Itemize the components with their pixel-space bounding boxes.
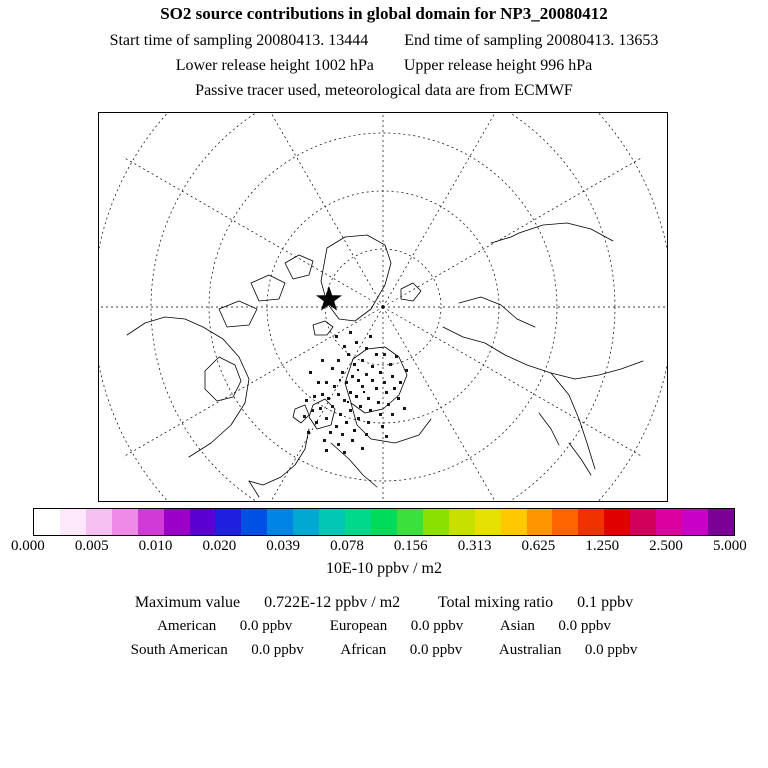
colorbar-swatch xyxy=(345,509,371,535)
colorbar-swatch xyxy=(708,509,734,535)
colorbar-swatch xyxy=(215,509,241,535)
colorbar-swatches xyxy=(33,508,735,536)
total-mixing-ratio-value: 0.1 ppbv xyxy=(577,594,634,611)
colorbar-swatch xyxy=(397,509,423,535)
stats-region-row-1 xyxy=(0,618,768,635)
colorbar-tick-label: 0.039 xyxy=(266,538,301,554)
colorbar-swatch xyxy=(630,509,656,535)
colorbar-swatch xyxy=(319,509,345,535)
region-label-african: African xyxy=(340,642,387,658)
region-value-american: 0.0 ppbv xyxy=(239,618,293,634)
coastlines xyxy=(127,223,643,497)
colorbar-swatch xyxy=(604,509,630,535)
region-value-african: 0.0 ppbv xyxy=(409,642,463,658)
tracer-meteo-line: Passive tracer used, meteorological data are from ECMWF xyxy=(195,82,573,99)
upper-release-height-text: Upper release height 996 hPa xyxy=(403,57,593,74)
colorbar-tick-labels xyxy=(0,538,768,556)
colorbar-swatch xyxy=(60,509,86,535)
end-time-text: End time of sampling 20080413. 13653 xyxy=(404,32,659,49)
colorbar-swatch xyxy=(86,509,112,535)
sampling-time-line xyxy=(0,32,768,50)
colorbar-tick-label: 0.156 xyxy=(393,538,428,554)
colorbar-tick-label: 0.078 xyxy=(330,538,364,554)
region-value-australian: 0.0 ppbv xyxy=(584,642,638,658)
colorbar-swatch xyxy=(552,509,578,535)
colorbar-swatch xyxy=(527,509,553,535)
region-value-european: 0.0 ppbv xyxy=(410,618,464,634)
region-value-south-american: 0.0 ppbv xyxy=(251,642,304,658)
colorbar-tick-label: 2.500 xyxy=(649,538,683,554)
colorbar-swatch xyxy=(475,509,501,535)
colorbar-tick-label: 0.625 xyxy=(521,538,556,554)
colorbar-swatch xyxy=(423,509,449,535)
colorbar-swatch xyxy=(656,509,682,535)
maximum-value-label: Maximum value xyxy=(134,594,241,611)
stats-maximum-line xyxy=(0,594,768,612)
stats-region-row-2 xyxy=(0,642,768,659)
colorbar-swatch xyxy=(682,509,708,535)
colorbar-swatch xyxy=(293,509,319,535)
colorbar-swatch xyxy=(578,509,604,535)
colorbar-swatch xyxy=(112,509,138,535)
region-label-european: European xyxy=(329,618,388,634)
region-label-australian: Australian xyxy=(498,642,562,658)
colorbar-swatch xyxy=(241,509,267,535)
colorbar-tick-label: 0.005 xyxy=(74,538,109,554)
release-height-line xyxy=(0,57,768,75)
start-time-text: Start time of sampling 20080413. 13444 xyxy=(109,32,369,49)
colorbar-tick-label: 0.010 xyxy=(138,538,173,554)
colorbar-swatch xyxy=(267,509,293,535)
maximum-value-value: 0.722E-12 ppbv / m2 xyxy=(264,594,401,611)
colorbar-swatch xyxy=(34,509,60,535)
colorbar-tick-label: 0.000 xyxy=(11,538,45,554)
colorbar-swatch xyxy=(164,509,190,535)
colorbar-swatch xyxy=(371,509,397,535)
plume-pixels xyxy=(303,331,408,454)
colorbar-swatch xyxy=(501,509,527,535)
region-label-american: American xyxy=(157,618,217,634)
region-label-asian: Asian xyxy=(499,618,535,634)
release-site-marker xyxy=(316,286,342,311)
colorbar-tick-label: 1.250 xyxy=(585,538,620,554)
colorbar-tick-label: 0.020 xyxy=(202,538,237,554)
colorbar-swatch xyxy=(449,509,475,535)
colorbar-unit-label: 10E-10 ppbv / m2 xyxy=(326,560,442,577)
page-title: SO2 source contributions in global domain for NP3_20080412 xyxy=(160,4,608,23)
colorbar-tick-label: 0.313 xyxy=(457,538,492,554)
colorbar-tick-label: 5.000 xyxy=(713,538,747,554)
longitude-meridians xyxy=(99,113,667,501)
region-label-south-american: South American xyxy=(130,642,228,658)
lower-release-height-text: Lower release height 1002 hPa xyxy=(175,57,374,74)
colorbar-swatch xyxy=(138,509,164,535)
total-mixing-ratio-label: Total mixing ratio xyxy=(437,594,554,611)
colorbar xyxy=(33,508,735,536)
region-value-asian: 0.0 ppbv xyxy=(558,618,611,634)
map-plot-panel xyxy=(98,112,668,502)
colorbar-swatch xyxy=(190,509,216,535)
polar-map xyxy=(99,113,667,501)
